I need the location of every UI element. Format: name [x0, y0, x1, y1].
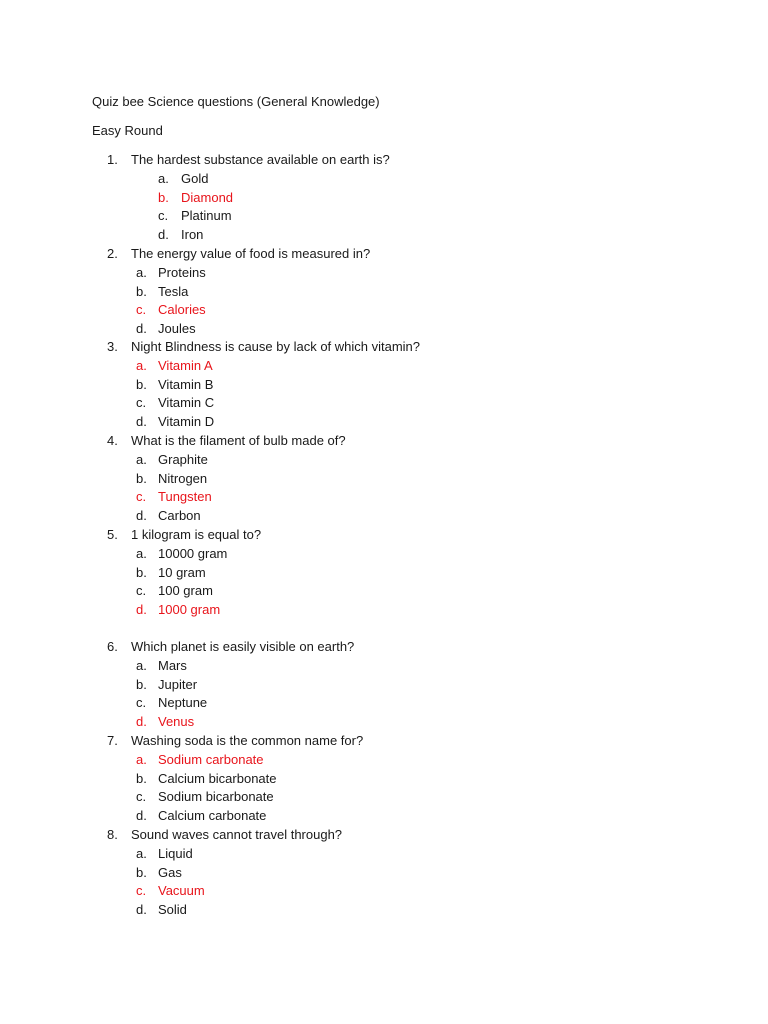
option-text: Calories — [158, 302, 206, 317]
option-text: 1000 gram — [158, 602, 221, 617]
option-text: 10000 gram — [158, 546, 228, 561]
option-letter: d. — [136, 602, 147, 617]
option-letter: b. — [136, 471, 147, 486]
option-text: Carbon — [158, 508, 201, 523]
option-text: Gas — [158, 865, 182, 880]
question-number: 3. — [107, 339, 118, 354]
option-text: Iron — [181, 227, 204, 242]
option-letter: b. — [136, 677, 147, 692]
option-text: Vitamin C — [158, 395, 215, 410]
round-heading: Easy Round — [92, 123, 163, 138]
question-text: Sound waves cannot travel through? — [131, 827, 343, 842]
option-letter: c. — [136, 695, 147, 710]
option-text: 100 gram — [158, 583, 213, 598]
question-number: 6. — [107, 639, 118, 654]
question-text: Night Blindness is cause by lack of which vitamin? — [131, 339, 421, 354]
option-text: 10 gram — [158, 565, 206, 580]
option-text: Jupiter — [158, 677, 198, 692]
option-text: Liquid — [158, 846, 193, 861]
option-text: Solid — [158, 902, 187, 917]
question-text: Washing soda is the common name for? — [131, 733, 364, 748]
option-text: Nitrogen — [158, 471, 208, 486]
option-letter: c. — [136, 789, 147, 804]
question-number: 5. — [107, 527, 118, 542]
question-number: 2. — [107, 246, 118, 261]
question-number: 4. — [107, 433, 118, 448]
question-number: 7. — [107, 733, 118, 748]
option-letter: a. — [158, 171, 169, 186]
option-text: Vitamin D — [158, 414, 215, 429]
question-text: What is the filament of bulb made of? — [131, 433, 346, 448]
option-text: Joules — [158, 321, 196, 336]
option-letter: c. — [136, 302, 147, 317]
option-letter: c. — [136, 395, 147, 410]
question-text: The hardest substance available on earth is? — [131, 152, 390, 167]
option-text: Calcium bicarbonate — [158, 771, 277, 786]
option-letter: d. — [136, 714, 147, 729]
option-letter: b. — [136, 771, 147, 786]
option-letter: c. — [136, 883, 147, 898]
option-text: Diamond — [181, 190, 234, 205]
option-letter: d. — [136, 508, 147, 523]
option-text: Platinum — [181, 208, 232, 223]
option-text: Vitamin A — [158, 358, 213, 373]
option-text: Venus — [158, 714, 195, 729]
option-letter: b. — [136, 565, 147, 580]
option-text: Calcium carbonate — [158, 808, 267, 823]
option-letter: d. — [158, 227, 169, 242]
document-title: Quiz bee Science questions (General Knowledge) — [92, 94, 380, 109]
option-letter: a. — [136, 452, 147, 467]
question-text: Which planet is easily visible on earth? — [131, 639, 355, 654]
option-text: Gold — [181, 171, 209, 186]
option-letter: d. — [136, 321, 147, 336]
question-text: 1 kilogram is equal to? — [131, 527, 262, 542]
option-letter: a. — [136, 846, 147, 861]
question-number: 8. — [107, 827, 118, 842]
option-letter: a. — [136, 265, 147, 280]
option-letter: b. — [136, 377, 147, 392]
option-letter: b. — [136, 284, 147, 299]
option-letter: a. — [136, 752, 147, 767]
option-text: Vitamin B — [158, 377, 214, 392]
option-text: Neptune — [158, 695, 208, 710]
option-text: Graphite — [158, 452, 208, 467]
option-letter: d. — [136, 808, 147, 823]
question-text: The energy value of food is measured in? — [131, 246, 371, 261]
option-letter: a. — [136, 358, 147, 373]
option-letter: c. — [158, 208, 169, 223]
option-text: Proteins — [158, 265, 206, 280]
option-letter: c. — [136, 583, 147, 598]
option-letter: d. — [136, 414, 147, 429]
option-letter: a. — [136, 546, 147, 561]
option-text: Sodium carbonate — [158, 752, 264, 767]
option-text: Tesla — [158, 284, 189, 299]
option-text: Mars — [158, 658, 187, 673]
option-letter: d. — [136, 902, 147, 917]
option-letter: c. — [136, 489, 147, 504]
option-text: Tungsten — [158, 489, 212, 504]
option-letter: a. — [136, 658, 147, 673]
option-text: Sodium bicarbonate — [158, 789, 274, 804]
question-number: 1. — [107, 152, 118, 167]
option-text: Vacuum — [158, 883, 205, 898]
option-letter: b. — [158, 190, 169, 205]
option-letter: b. — [136, 865, 147, 880]
